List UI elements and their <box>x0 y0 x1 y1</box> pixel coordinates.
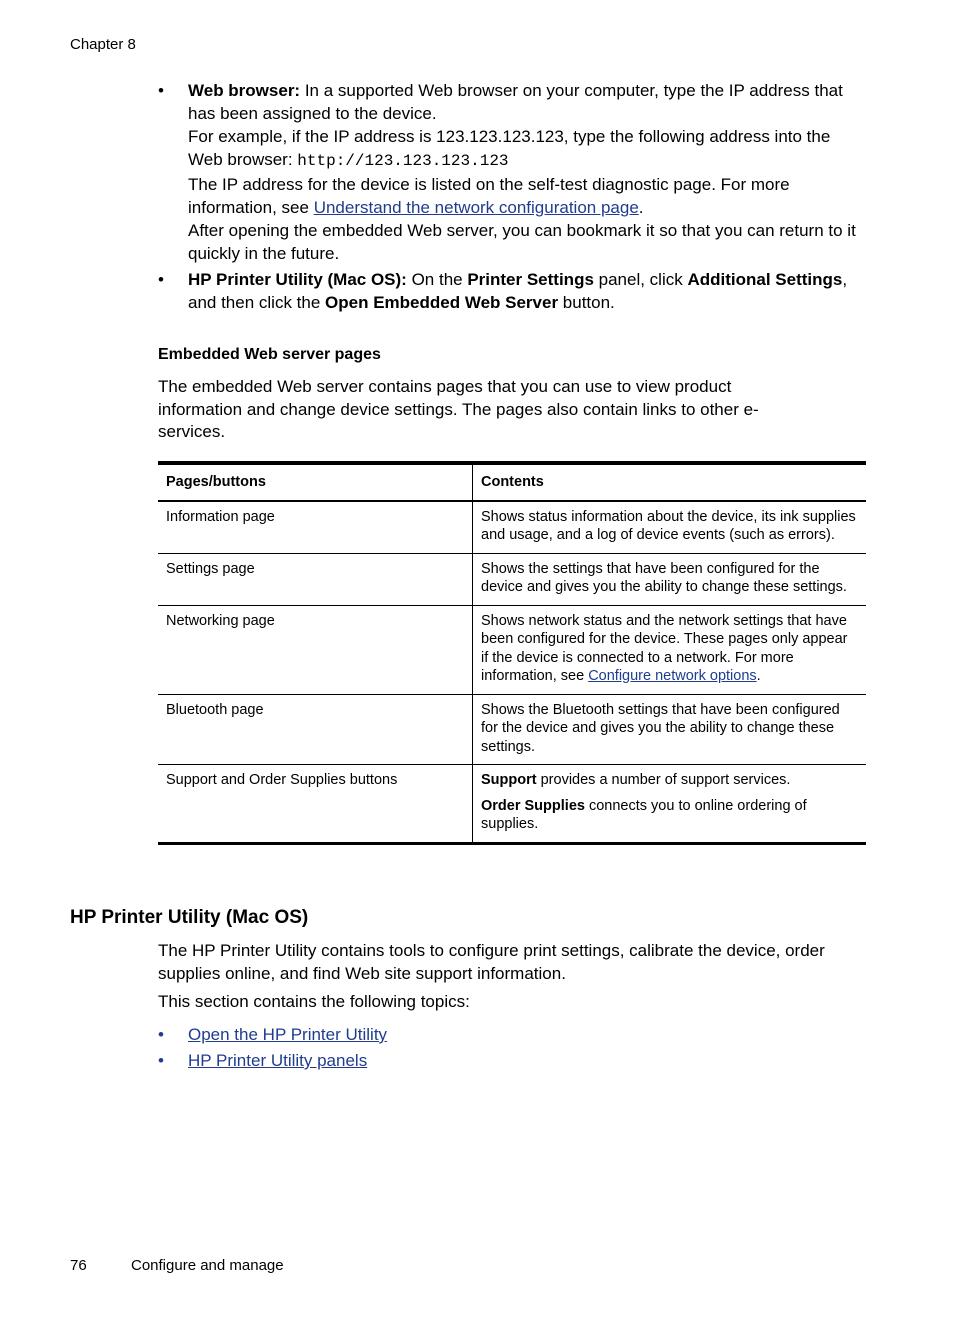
contents-text: Shows status information about the device, its ink supplies and usage, and a log of device events (such as errors). <box>481 508 856 543</box>
list-item <box>158 1022 387 1048</box>
text-run: , and then click the <box>188 270 848 312</box>
table-cell-contents <box>473 553 867 605</box>
footer-title: Configure and manage <box>131 1257 284 1274</box>
table-cell-page: Networking page <box>158 605 473 694</box>
table-cell-page: Information page <box>158 501 473 554</box>
web-browser-example <box>188 125 868 173</box>
topics-intro: This section contains the following topics: <box>158 992 470 1011</box>
table-cell-page: Support and Order Supplies buttons <box>158 765 473 844</box>
list-item-web-browser <box>158 79 868 265</box>
table-cell-contents <box>473 694 867 765</box>
table-cell-contents <box>473 501 867 554</box>
web-browser-intro <box>188 79 868 125</box>
table-row <box>158 605 866 694</box>
open-ews-button-label: Open Embedded Web Server <box>325 293 559 312</box>
table-cell-contents <box>473 605 867 694</box>
contents-run: Shows network status and the network settings that have been configured for the device. These pages only appear if the device is connected to a network. For more information, see <box>481 612 848 684</box>
bookmark-text: After opening the embedded Web server, you can bookmark it so that you can return to it quickly in the future. <box>188 221 856 263</box>
table-cell-page: Bluetooth page <box>158 694 473 765</box>
text-run: On the <box>406 270 468 289</box>
example-url: http://123.123.123.123 <box>297 152 509 170</box>
open-hp-utility-link[interactable]: Open the HP Printer Utility <box>188 1025 388 1044</box>
printer-settings-label: Printer Settings <box>467 270 594 289</box>
page-number: 76 <box>70 1257 87 1274</box>
web-browser-text: In a supported Web browser on your computer, type the IP address that has been assigned to the device. <box>188 81 843 123</box>
bullet-marker: • <box>158 1051 164 1070</box>
hp-utility-heading: HP Printer Utility (Mac OS) <box>70 907 309 928</box>
order-supplies-label: Order Supplies <box>481 797 585 814</box>
hp-utility-text <box>188 268 868 314</box>
table-row <box>158 553 866 605</box>
text-run: button. <box>558 293 615 312</box>
bullet-marker: • <box>158 1025 164 1044</box>
running-head-chapter: Chapter 8 <box>70 36 136 53</box>
ews-pages-table <box>158 461 866 845</box>
table-cell-page: Settings page <box>158 553 473 605</box>
contents-end: . <box>756 668 761 684</box>
table-cell-contents <box>473 765 867 844</box>
order-supplies-desc: connects you to online ordering of supplies. <box>481 797 807 832</box>
topics-list <box>158 1022 387 1074</box>
example-text: For example, if the IP address is 123.123.123.123, type the following address into the Web browser: <box>188 127 831 169</box>
web-browser-label: Web browser: <box>188 81 301 100</box>
support-text <box>481 771 858 790</box>
ews-pages-heading: Embedded Web server pages <box>158 346 381 363</box>
list-item-hp-utility <box>158 268 868 314</box>
table-row <box>158 501 866 554</box>
configure-network-options-link[interactable]: Configure network options <box>588 668 757 684</box>
table-row <box>158 765 866 844</box>
order-supplies-text <box>481 797 858 834</box>
additional-settings-label: Additional Settings <box>687 270 843 289</box>
list-item <box>158 1048 387 1074</box>
support-desc: provides a number of support services. <box>536 772 791 788</box>
hp-utility-label: HP Printer Utility (Mac OS): <box>188 270 407 289</box>
table-row <box>158 694 866 765</box>
contents-text <box>481 612 858 686</box>
bullet-marker: • <box>158 270 164 289</box>
ip-info <box>188 173 868 219</box>
support-label: Support <box>481 772 537 788</box>
bullet-marker: • <box>158 81 164 100</box>
table-header-row <box>158 463 866 501</box>
network-config-page-link[interactable]: Understand the network configuration page <box>313 198 639 217</box>
column-header-contents: Contents <box>473 463 867 501</box>
ip-text: The IP address for the device is listed on the self-test diagnostic page. For more information, see <box>188 175 790 217</box>
hp-utility-panels-link[interactable]: HP Printer Utility panels <box>188 1051 368 1070</box>
ip-end: . <box>638 198 644 217</box>
contents-text: Shows the settings that have been configured for the device and gives you the ability to change these settings. <box>481 560 847 595</box>
contents-text: Shows the Bluetooth settings that have been configured for the device and gives you the ability to change these settings. <box>481 701 840 755</box>
column-header-pages: Pages/buttons <box>158 463 473 501</box>
access-methods-list <box>158 79 868 314</box>
ews-intro: The embedded Web server contains pages that you can use to view product information and change device settings. The pages also contain links to other e-services. <box>158 377 759 441</box>
text-run: panel, click <box>593 270 688 289</box>
hp-utility-description: The HP Printer Utility contains tools to configure print settings, calibrate the device, order supplies online, and find Web site support information. <box>158 941 825 983</box>
